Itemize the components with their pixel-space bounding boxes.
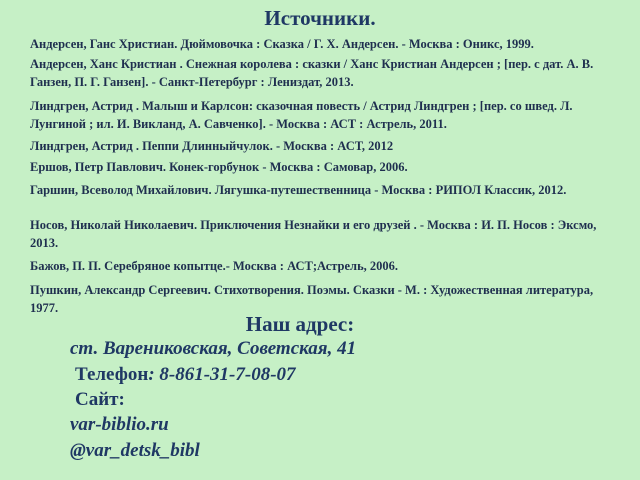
address-heading: Наш адрес: [245,312,355,336]
phone-number[interactable]: : 8-861-31-7-08-07 [148,364,296,385]
source-item: Линдгрен, Астрид . Малыш и Карлсон: сказочная повесть / Астрид Линдгрен ; [пер. со швед. Л. Лунгиной ; ил. И. Викланд, А. Савченко]. - Москва : АСТ : Астрель, 2011. [30,99,573,131]
address-street: ст. Варениковская, Советская, 41 [70,338,357,359]
site-link[interactable]: var-biblio.ru [70,414,169,435]
page-title: Источники. [264,6,376,30]
source-item: Гаршин, Всеволод Михайлович. Лягушка-путешественница - Москва : РИПОЛ Классик, 2012. [30,183,567,197]
source-item: Бажов, П. П. Серебряное копытце.- Москва : АСТ;Астрель, 2006. [30,259,399,273]
source-item: Линдгрен, Астрид . Пеппи Длинныйчулок. - Москва : АСТ, 2012 [30,139,394,153]
source-item: Андерсен, Ханс Кристиан . Снежная королева : сказки / Ханс Кристиан Андерсен ; [пер. с дат. А. В. Ганзен, П. Г. Ганзен]. - Санкт-Петербург : Лениздат, 2013. [30,57,594,89]
site-label: Сайт: [75,389,125,410]
source-item: Андерсен, Ганс Христиан. Дюймовочка : Сказка / Г. Х. Андерсен. - Москва : Оникс, 1999. [30,37,534,51]
source-item: Ершов, Петр Павлович. Конек-горбунок - Москва : Самовар, 2006. [30,160,408,174]
phone-label: Телефон [75,364,149,385]
source-item: Пушкин, Александр Сергеевич. Стихотворения. Поэмы. Сказки - М. : Художественная литература, 1977. [30,283,594,315]
social-handle[interactable]: @var_detsk_bibl [70,440,200,461]
phone-line [75,364,296,386]
source-item: Носов, Николай Николаевич. Приключения Незнайки и его друзей . - Москва : И. П. Носов : Эксмо, 2013. [30,218,597,250]
